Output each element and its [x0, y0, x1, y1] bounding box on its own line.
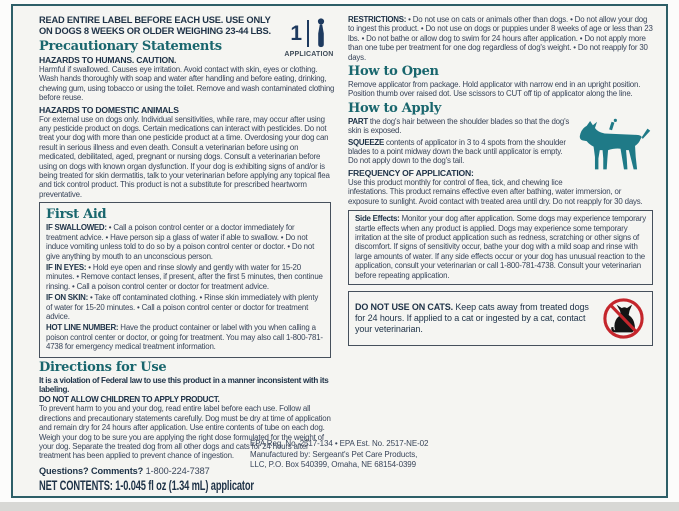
first-aid-hotline: HOT LINE NUMBER: Have the product container or label with you when calling a poison control center or doctor, or going for treatment. You may also call 1-800-781-4738 for emergency medical treatment information. [46, 323, 323, 352]
first-aid-skin: IF ON SKIN: • Take off contaminated clothing. • Rinse skin immediately with plenty of water for 15-20 minutes. • Call a poison control center or doctor for treatment advice. [46, 293, 319, 321]
no-children-line: DO NOT ALLOW CHILDREN TO APPLY PRODUCT. [39, 394, 220, 404]
net-contents: NET CONTENTS: 1-0.045 fl oz (1.34 mL) applicator [39, 477, 254, 493]
manufacturer-line2: LLC, P.O. Box 540399, Omaha, NE 68154-0399 [250, 460, 416, 469]
application-count: 1 [290, 21, 303, 45]
application-label: APPLICATION [284, 51, 334, 58]
manufacturer-line1: Manufactured by: Sergeant's Pet Care Products, [250, 449, 418, 459]
applicator-icon [314, 18, 328, 49]
apply-step-part: PART the dog's hair between the shoulder blades so that the dog's skin is exposed. [348, 116, 570, 136]
side-effects-label: Side Effects: [355, 214, 400, 224]
product-label [11, 4, 668, 498]
hazards-animals-heading: HAZARDS TO DOMESTIC ANIMALS [39, 104, 179, 115]
how-to-open-title: How to Open [348, 64, 439, 80]
no-cats-label: DO NOT USE ON CATS. [355, 301, 453, 312]
restrictions: RESTRICTIONS: • Do not use on cats or animals other than dogs. • Do not allow your dog to ingest this product. • Do not use on dogs or puppies under 8 weeks of age or less than 23 lbs. • Do not bathe or allow dog to swim for 24 hours after application. • Do not apply more than one tube per treatment for one dog regardless of dog's weight. • Do not reapply for 30 days. [348, 15, 653, 62]
package-bottom-edge [0, 502, 679, 511]
no-cats-text: Keep cats away from treated dogs for 24 hours. If applied to a cat or ingested by a cat, contact your veterinarian. [355, 301, 589, 334]
hazards-humans-heading: HAZARDS TO HUMANS. CAUTION. [39, 55, 177, 65]
how-to-apply-section [348, 117, 653, 166]
left-column [39, 15, 337, 493]
federal-law-line: It is a violation of Federal law to use this product in a manner inconsistent with its labeling. [39, 375, 329, 395]
frequency-heading: FREQUENCY OF APPLICATION: [348, 167, 474, 178]
frequency-body: Use this product monthly for control of flea, tick, and chewing lice infestations. This product remains effective even after bathing, water immersion, or exposure to sunlight. Avoid contact with treated area until dry. Do not reapply for 30 days. [348, 177, 643, 206]
no-cats-icon [601, 296, 646, 341]
questions-phone: 1-800-224-7387 [145, 465, 210, 476]
precautionary-title: Precautionary Statements [39, 39, 222, 54]
directions-body: To prevent harm to you and your dog, read entire label before each use. Follow all directions and precautionary statements carefully. Dog must be dry at time of application and remain dry for 24 hours after application. Use entire contents of tube on each dog. Weigh your dog to be sure you are applying the right dose formulated for the weight of your dog. Separate the treated dog from all other dogs and cats for 24 hours after treatment has been applied to prevent chance of ingestion. [39, 404, 331, 461]
questions-comments-line: Questions? Comments? 1-800-224-7387 [39, 465, 210, 476]
side-effects-text: Monitor your dog after application. Some dogs may experience temporary startle effects when any product is applied. Dogs may experience some temporary irritation at the site of product application such as redness, scratching or other signs of discomfort. If signs of sensitivity occur, bathe your dog with a mild soap and rinse with large amounts of water. If any side effects occur or your dog has unusual reaction to the application, consult your veterinarian or call 1-800-781-4738. Consult your veterinarian before repeating application. [355, 214, 646, 280]
right-column [348, 15, 653, 493]
badge-divider [307, 20, 309, 47]
dog-applicator-icon [577, 117, 653, 179]
first-aid-box [39, 202, 331, 357]
apply-step-squeeze: SQUEEZE contents of applicator in 3 to 4 spots from the shoulder blades to a point midway down the back until applicator is empty. Do not apply down to the dog's tail. [348, 137, 566, 166]
label-columns [39, 15, 653, 493]
first-aid-eyes: IF IN EYES: • Hold eye open and rinse slowly and gently with water for 15-20 minutes. • Remove contact lenses, if present, after the first 5 minutes, then continue rinsing. • Call a poison control center or doctor for treatment advice. [46, 262, 323, 291]
first-aid-swallowed: IF SWALLOWED: • Call a poison control center or a doctor immediately for treatment advice. • Have person sip a glass of water if able to swallow. • Do not induce vomiting unless told to do so by a poison control center or doctor. • Do not give anything by mouth to an unconscious person. [46, 223, 315, 261]
how-to-open-body: Remove applicator from package. Hold applicator with narrow end in an upright position. Position thumb over raised dot. Use scissors to CUT off tip of applicator along the line. [348, 80, 641, 99]
first-aid-title: First Aid [46, 207, 107, 223]
hazards-animals-body: For external use on dogs only. Individual sensitivities, while rare, may occur after using any pesticide product on dogs. Certain medications can interact with pesticides. Do not treat your dog with more than one pesticide product at a time. Overdosing your dog can result in serious illness and even death. Consult a veterinarian before using on medicated, debilitated, aged, pregnant or nursing dogs. Consult a veterinarian before using on dogs with known organ dysfunction. If your dog is exhibiting signs of and/or is being treated for skin dermatitis, talk to your veterinarian before applying any topical flea and tick control product. This product is not a substitute for prescribed heartworm preventative. [39, 114, 330, 199]
directions-title: Directions for Use [39, 359, 167, 375]
no-cats-warning-box [348, 291, 653, 346]
epa-reg-line: EPA Reg. No. 2517-134 • EPA Est. No. 2517-NE-02 [250, 439, 429, 448]
application-count-badge [277, 17, 341, 58]
read-label-notice: READ ENTIRE LABEL BEFORE EACH USE. USE ONLY ON DOGS 8 WEEKS OR OLDER WEIGHING 23-44 LBS. [39, 15, 271, 36]
epa-registration-block [250, 439, 428, 471]
how-to-apply-title: How to Apply [348, 100, 442, 116]
side-effects-box [348, 210, 653, 285]
hazards-humans-body: Harmful if swallowed. Causes eye irritation. Avoid contact with skin, eyes or clothing. Wash hands thoroughly with soap and water after handling and before eating, drinking, chewing gum, using tobacco or using the toilet. Remove and wash contaminated clothing before reuse. [39, 65, 335, 103]
